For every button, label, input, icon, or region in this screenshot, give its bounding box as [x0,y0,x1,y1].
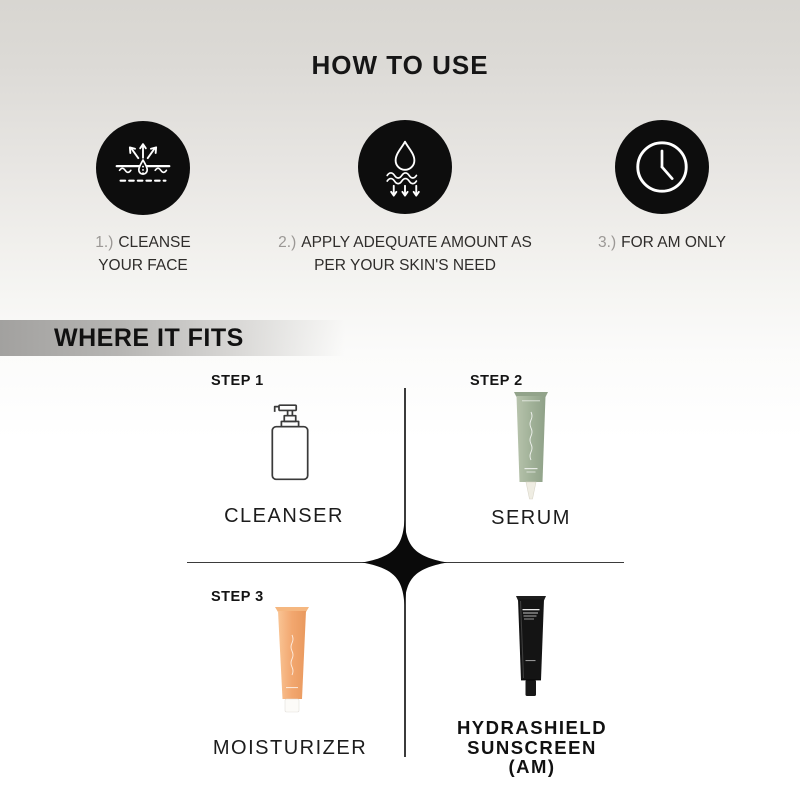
moisturizer-label: MOISTURIZER [212,737,368,759]
step2-number: 2.) [278,234,297,251]
step1-icon-circle [96,121,190,215]
step2-text: APPLY ADEQUATE AMOUNT AS PER YOUR SKIN'S NEED [301,234,532,274]
absorb-drop-icon [375,137,435,197]
step3-icon-circle [615,120,709,214]
sunscreen-label-line3: (AM) [508,756,556,777]
pump-bottle-icon [268,401,312,483]
how-to-use-title: HOW TO USE [311,50,489,80]
step3-number: 3.) [598,234,617,251]
step1-caption [77,231,209,277]
pore-cleanse-icon [113,138,173,198]
sparkle-star-icon [362,520,447,605]
clock-icon [631,136,693,198]
cleanser-label: CLEANSER [224,505,344,527]
sunscreen-label-line2: SUNSCREEN [467,736,597,758]
step1-number: 1.) [95,234,114,251]
green-serum-tube-image [511,392,551,504]
where-it-fits-bar [0,320,345,356]
step1-text: CLEANSE YOUR FACE [98,234,191,274]
orange-moisturizer-tube-image [273,607,311,719]
step2-icon-circle [358,120,452,214]
step3-text: FOR AM ONLY [621,234,726,251]
step3-caption [557,231,767,254]
black-sunscreen-tube-image [514,596,548,710]
step-1-label: STEP 1 [211,373,264,389]
serum-label: SERUM [491,507,571,529]
sunscreen-label [432,718,632,777]
sunscreen-label-line1: HYDRASHIELD [456,717,608,738]
step-3-label: STEP 3 [211,589,264,605]
step-2-label: STEP 2 [470,373,523,389]
where-it-fits-title: WHERE IT FITS [54,324,244,352]
step2-caption [276,231,534,277]
